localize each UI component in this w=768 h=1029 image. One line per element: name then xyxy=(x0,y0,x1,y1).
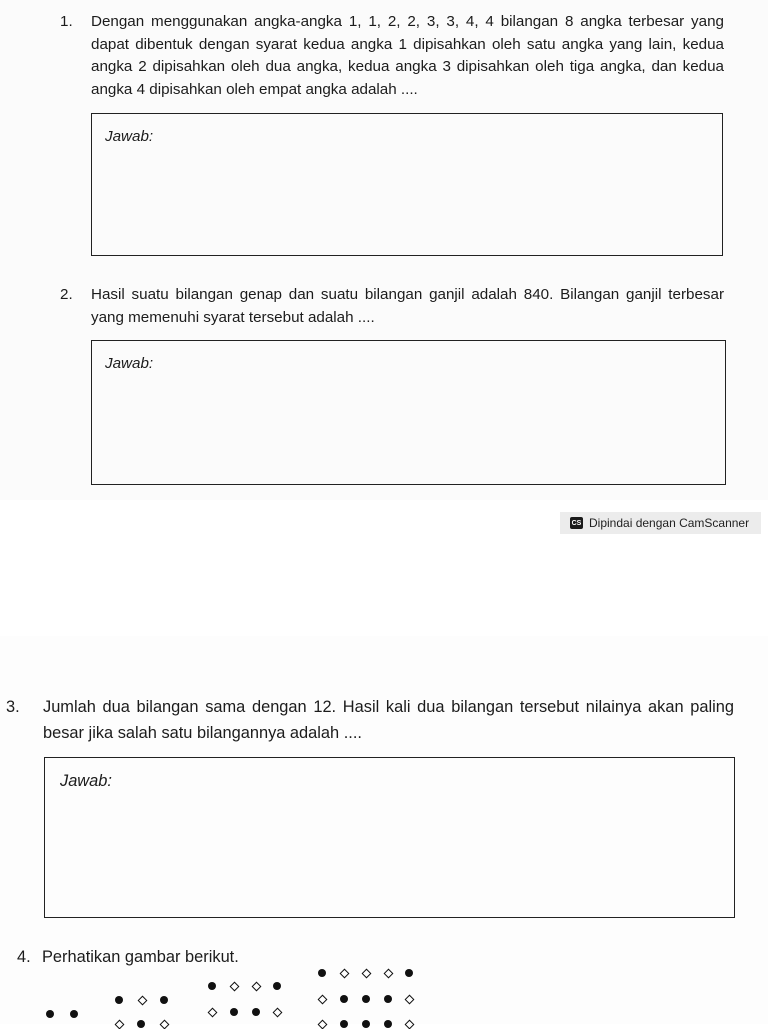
black-dot xyxy=(362,995,370,1003)
scanned-page-2 xyxy=(0,636,768,1024)
white-diamond xyxy=(138,996,148,1006)
answer-label-1: Jawab: xyxy=(105,128,154,145)
black-dot xyxy=(46,1010,54,1018)
white-diamond xyxy=(252,982,262,992)
question-2-text: Hasil suatu bilangan genap dan suatu bilangan ganjil adalah 840. Bilangan ganjil terbesar yang memenuhi syarat tersebut adalah .... xyxy=(91,286,724,326)
question-4-number: 4. xyxy=(17,948,31,966)
black-dot xyxy=(208,982,216,990)
black-dot xyxy=(230,1008,238,1016)
black-dot xyxy=(340,1020,348,1028)
question-2-number: 2. xyxy=(60,286,73,303)
answer-label-2: Jawab: xyxy=(105,355,154,372)
white-diamond xyxy=(160,1020,170,1029)
camscanner-watermark xyxy=(560,512,761,534)
question-2 xyxy=(60,284,724,329)
answer-box-2[interactable] xyxy=(91,340,726,485)
black-dot xyxy=(115,996,123,1004)
white-diamond xyxy=(340,969,350,979)
black-dot xyxy=(362,1020,370,1028)
question-4-text: Perhatikan gambar berikut. xyxy=(42,948,239,966)
question-1-number: 1. xyxy=(60,13,73,30)
black-dot xyxy=(340,995,348,1003)
white-diamond xyxy=(230,982,240,992)
black-dot xyxy=(384,1020,392,1028)
black-dot xyxy=(273,982,281,990)
question-1-text: Dengan menggunakan angka-angka 1, 1, 2, 2, 3, 3, 4, 4 bilangan 8 angka terbesar yang dapat dibentuk dengan syarat kedua angka 1 dipisahkan oleh satu angka yang lain, kedua angka 2 dipisahkan oleh dua angka, kedua angka 3 dipisahkan oleh tiga angka, dan kedua angka 4 dipisahkan oleh empat angka adalah .... xyxy=(91,13,724,98)
white-diamond xyxy=(318,1020,328,1029)
black-dot xyxy=(160,996,168,1004)
answer-label-3: Jawab: xyxy=(60,772,112,790)
white-diamond xyxy=(362,969,372,979)
white-diamond xyxy=(405,995,415,1005)
black-dot xyxy=(137,1020,145,1028)
white-diamond xyxy=(273,1008,283,1018)
black-dot xyxy=(252,1008,260,1016)
white-diamond xyxy=(115,1020,125,1029)
white-diamond xyxy=(405,1020,415,1029)
scanned-page-1 xyxy=(0,0,768,500)
black-dot xyxy=(70,1010,78,1018)
question-1 xyxy=(60,11,724,101)
dot-pattern-figure xyxy=(0,636,768,1024)
answer-box-1[interactable] xyxy=(91,113,723,256)
white-diamond xyxy=(318,995,328,1005)
white-diamond xyxy=(208,1008,218,1018)
black-dot xyxy=(405,969,413,977)
black-dot xyxy=(384,995,392,1003)
black-dot xyxy=(318,969,326,977)
white-diamond xyxy=(384,969,394,979)
camscanner-logo-icon: CS xyxy=(570,517,583,529)
camscanner-label: Dipindai dengan CamScanner xyxy=(589,516,750,530)
question-3-number: 3. xyxy=(6,698,20,716)
question-3-text: Jumlah dua bilangan sama dengan 12. Hasil kali dua bilangan tersebut nilainya akan paling besar jika salah satu bilangannya adalah .... xyxy=(43,698,734,742)
